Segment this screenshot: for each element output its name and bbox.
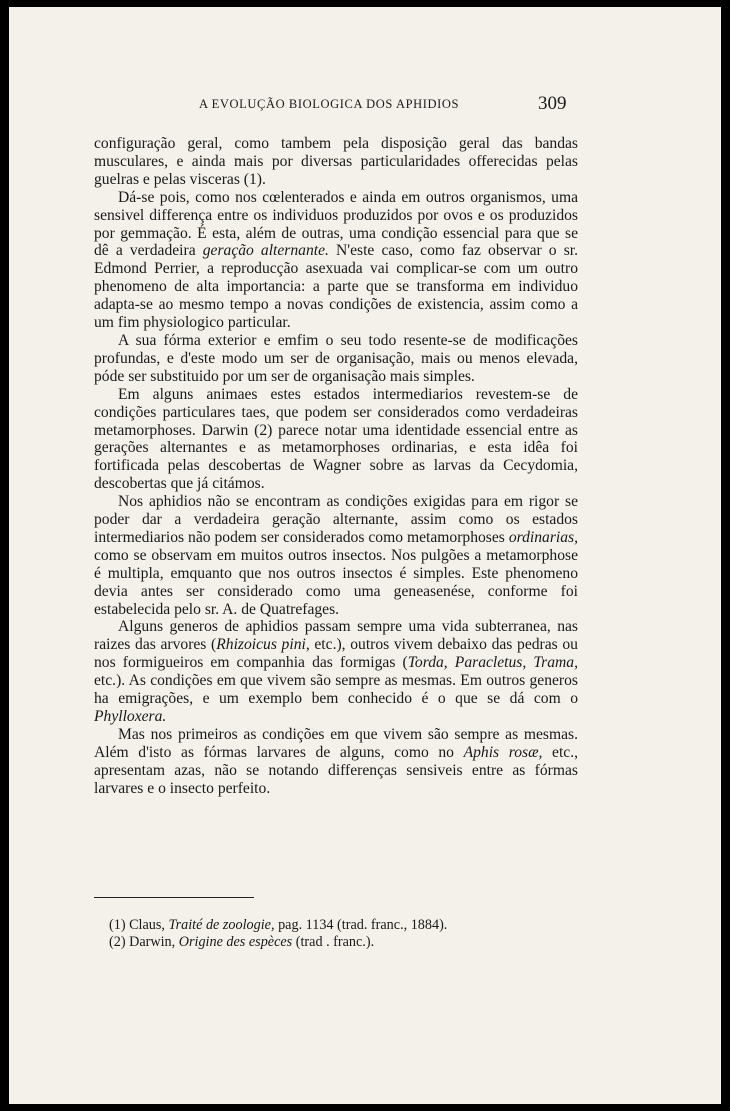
footnote-divider xyxy=(94,897,254,898)
page-number: 309 xyxy=(538,93,567,114)
paragraph-7: Mas nos primeiros as condições em que vivem são sempre as mesmas. Além d'isto as fórmas larvares de alguns, como no Aphis rosæ, etc., apresentam azas, não se notando differenças sensiveis entre as fórmas larvares e o insecto perfeito. xyxy=(94,725,579,797)
emphasis: Rhizoicus pini, xyxy=(216,636,310,654)
paragraph-4: Em alguns animaes estes estados intermediarios revestem-se de condições particulares taes, que podem ser considerados como verdadeiras metamorphoses. Darwin (2) parece notar uma identidade essencial entre as gerações alternantes e as metamorphoses ordinarias, e esta idêa foi fortificada pelas descobertas de Wagner sobre as larvas da Cecydomia, descobertas que já citámos. xyxy=(94,385,578,493)
emphasis: ordinarias, xyxy=(508,528,578,546)
paragraph-6: Alguns generos de aphidios passam sempre uma vida subterranea, nas raizes das arvores (Rhizoicus pini, etc.), outros vivem debaixo das pedras ou nos formigueiros em companhia das formigas (Torda, Paracletus, Trama, etc.). As condições em que vivem são sempre as mesmas. Em outros generos ha emigrações, e um exemplo bem conhecido é o que se dá com o Phylloxera. xyxy=(94,618,578,725)
emphasis: Aphis rosæ, xyxy=(463,743,543,761)
emphasis: geração alternante. xyxy=(202,242,329,260)
emphasis: Phylloxera. xyxy=(94,708,167,725)
page-header xyxy=(9,93,721,117)
paragraph-3: A sua fórma exterior e emfim o seu todo resente-se de modificações profundas, e d'este modo um ser de organisação, mais ou menos elevada, póde ser substituido por um ser de organisação mais simples. xyxy=(94,331,578,385)
emphasis: Torda, Paracletus, Trama, xyxy=(407,654,578,672)
footnote-2: (2) Darwin, Origine des espèces (trad . franc.). xyxy=(109,934,375,950)
book-page xyxy=(9,7,721,1104)
running-title: A EVOLUÇÃO BIOLOGICA DOS APHIDIOS xyxy=(199,97,460,111)
body-text xyxy=(94,135,578,798)
paragraph-5: Nos aphidios não se encontram as condições exigidas para em rigor se poder dar a verdadeira geração alternante, assim como os estados intermediarios não podem ser considerados como metamorphoses ordinarias, como se observam em muitos outros insectos. Nos pulgões a metamorphose é multipla, emquanto que nos outros insectos é simples. Este phenomeno devia antes ser considerado como uma geneasenése, conforme foi estabelecida pelo sr. A. de Quatrefages. xyxy=(94,493,578,618)
footnotes xyxy=(109,917,579,951)
paragraph-1: configuração geral, como tambem pela disposição geral das bandas musculares, e ainda mais por diversas particularidades offerecidas pelas guelras e pelas visceras (1). xyxy=(94,135,578,188)
footnote-1: (1) Claus, Traité de zoologie, pag. 1134 (trad. franc., 1884). xyxy=(109,917,448,933)
paragraph-2: Dá-se pois, como nos cœlenterados e ainda em outros organismos, uma sensivel differença entre os individuos produzidos por ovos e os produzidos por gemmação. É esta, além de outras, uma condição essencial para que se dê a verdadeira geração alternante. N'este caso, como faz observar o sr. Edmond Perrier, a reproducção asexuada vai complicar-se com um outro phenomeno de alta importancia: a parte que se transforma em individuo adapta-se ao mesmo tempo a novas condições de existencia, assim como a um fim physiologico particular. xyxy=(94,188,578,332)
